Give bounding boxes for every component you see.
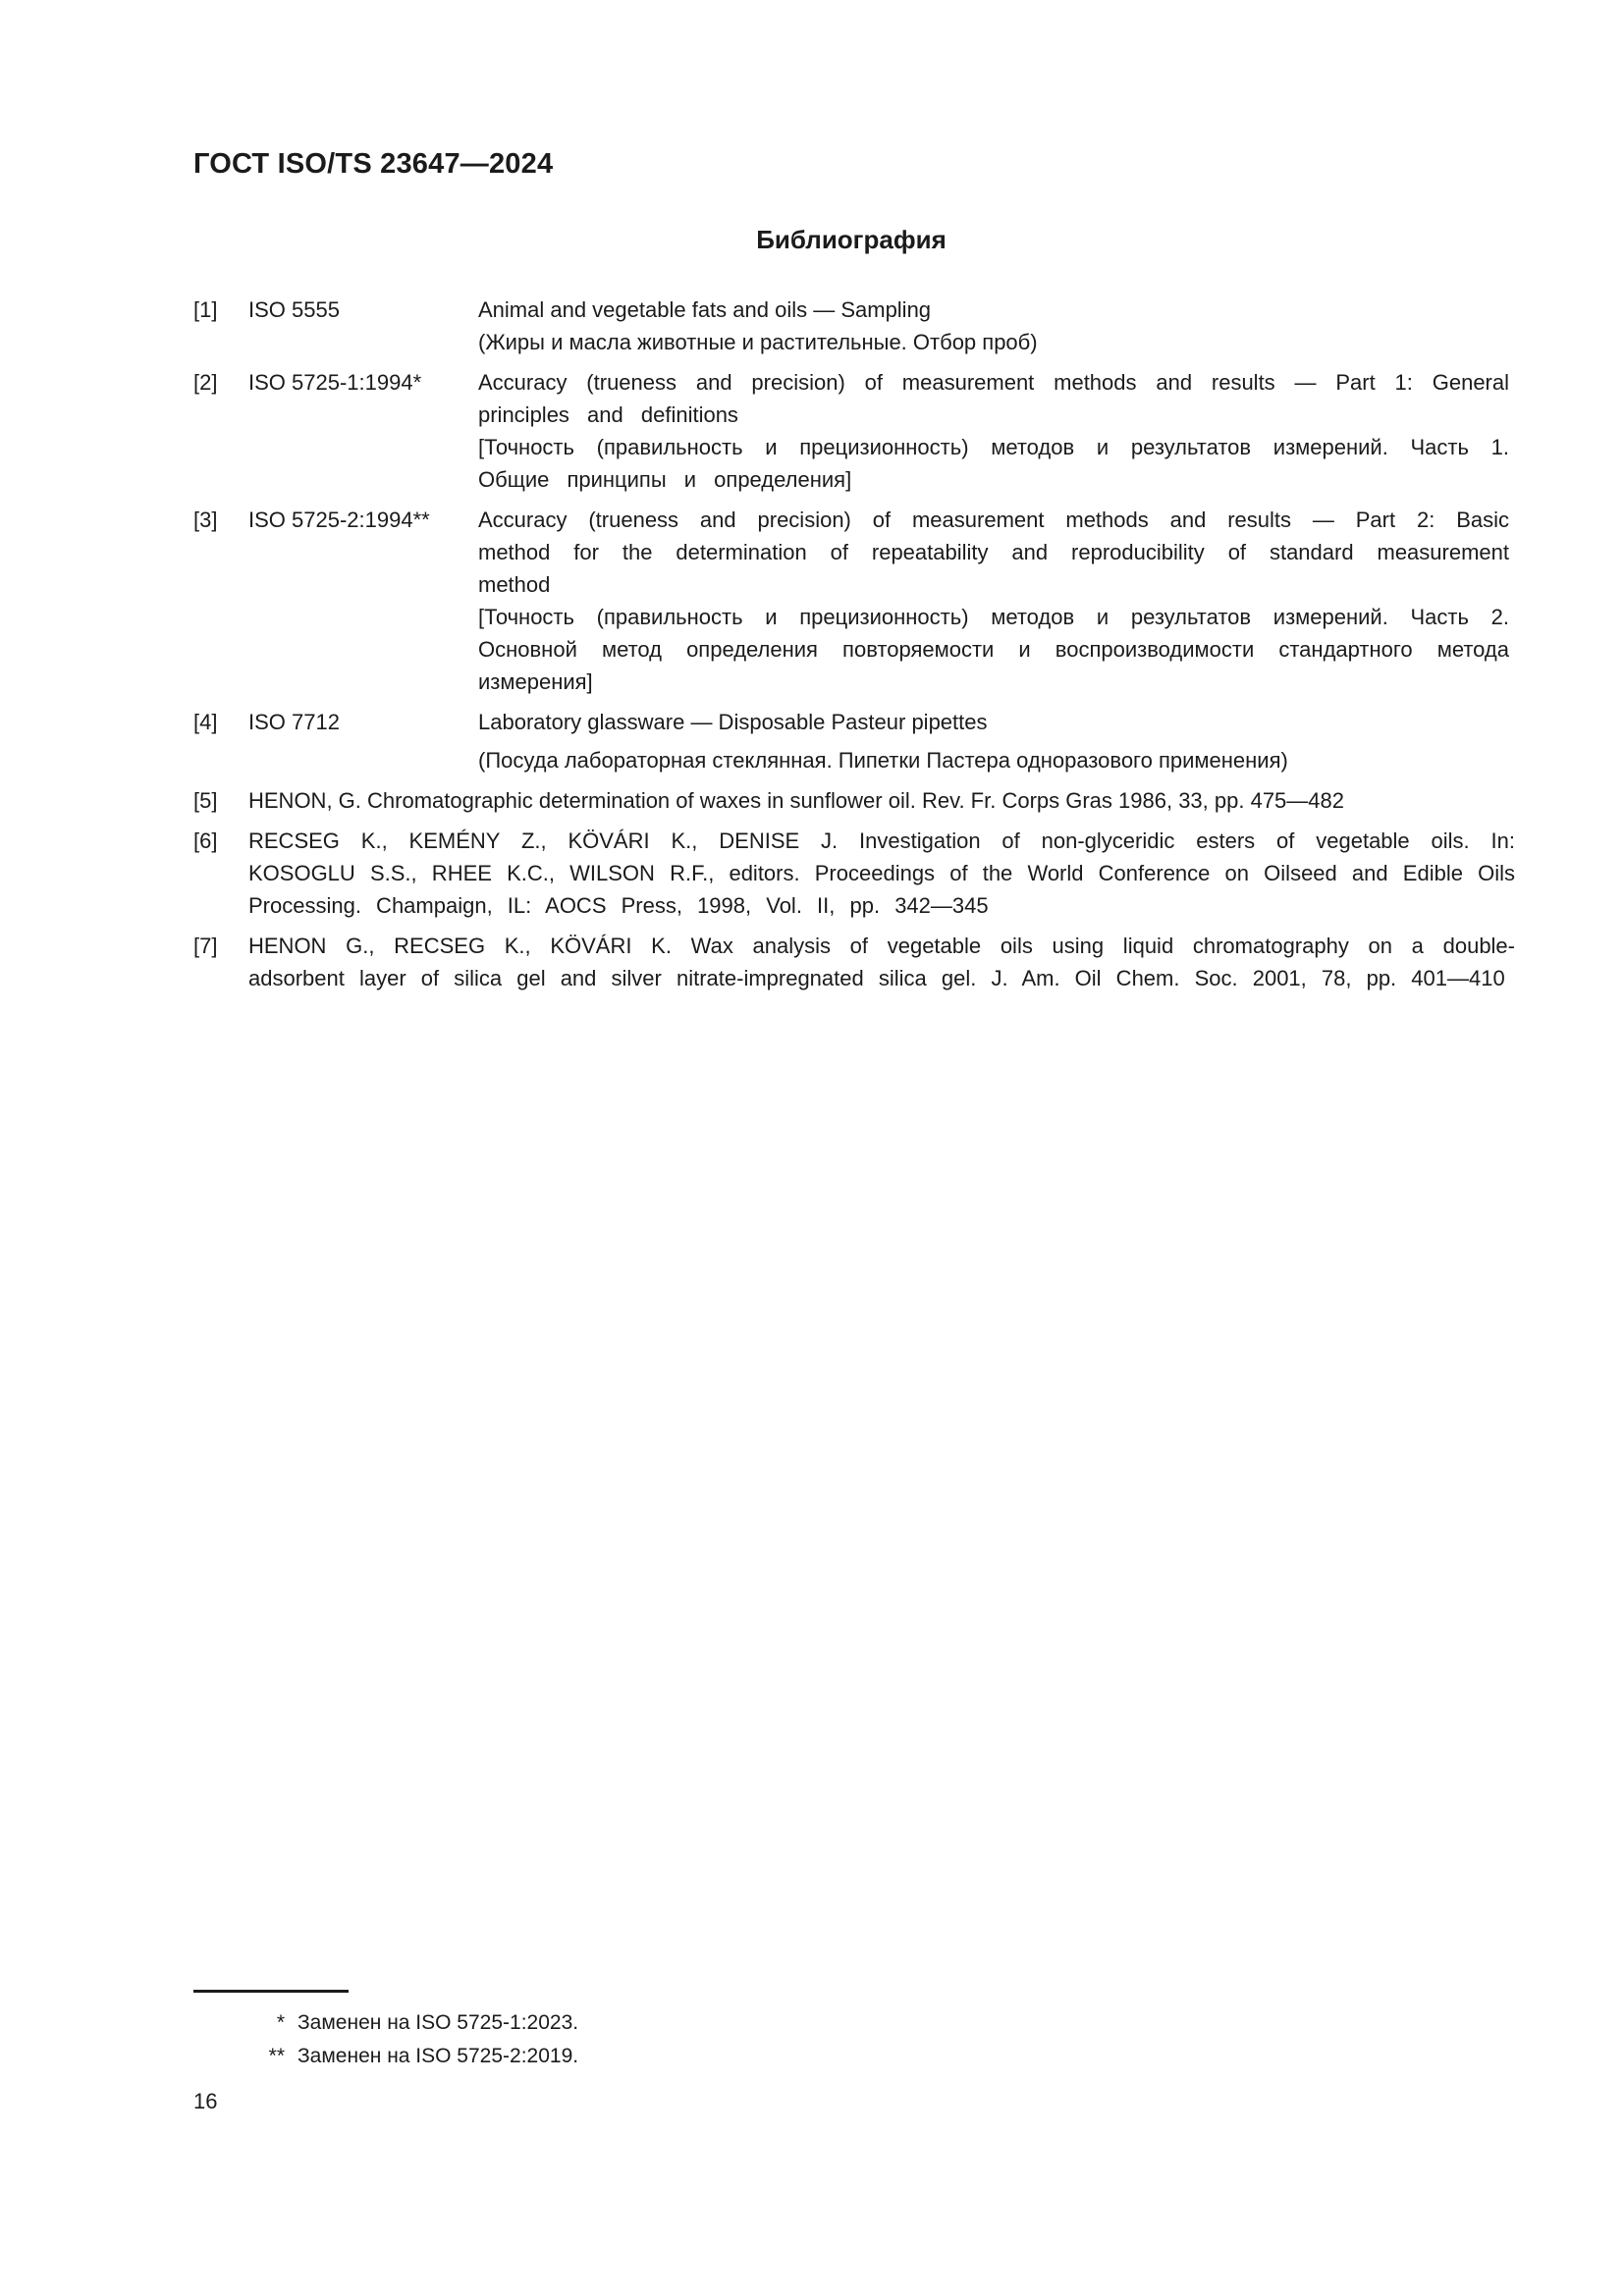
page-number: 16 [193, 2089, 218, 2113]
bib-entry-ref: [1] [193, 297, 218, 322]
bib-entry-ref: [7] [193, 934, 218, 958]
bib-entry-5 [193, 784, 1515, 817]
bibliography-list [193, 294, 1515, 994]
bib-entry-ref: [3] [193, 507, 218, 532]
bib-entry-code: ISO 5725-1:1994* [248, 370, 422, 395]
bib-entry-text-ru: (Посуда лабораторная стеклянная. Пипетки Пастера одноразового применения) [478, 748, 1288, 773]
bib-entry-code: ISO 7712 [248, 710, 340, 734]
bib-entry-code: ISO 5555 [248, 297, 340, 322]
bib-entry-desc [478, 366, 1509, 496]
bib-entry-desc [478, 294, 1509, 358]
bib-entry-ref: [4] [193, 710, 218, 734]
footnote-text: Заменен на ISO 5725-1:2023. [298, 2011, 579, 2034]
bib-entry-6 [193, 825, 1515, 922]
bib-entry-4 [193, 706, 1515, 776]
bib-entry-text: HENON, G. Chromatographic determination of waxes in sunflower oil. Rev. Fr. Corps Gras 1986, 33, pp. 475—482 [248, 788, 1344, 813]
bib-entry-7 [193, 930, 1515, 994]
bib-entry-text-en: Accuracy (trueness and precision) of measurement methods and results — Part 1: General principles and definitions [478, 370, 1509, 427]
bib-entry-desc [478, 504, 1509, 698]
bib-entry-3 [193, 504, 1515, 698]
bib-entry-text-ru: (Жиры и масла животные и растительные. Отбор проб) [478, 330, 1038, 354]
bib-entry-text-en: Animal and vegetable fats and oils — Sampling [478, 297, 932, 322]
footnote-text: Заменен на ISO 5725-2:2019. [298, 2045, 579, 2067]
footnote-block [193, 1990, 578, 2073]
footnote-marker: * [276, 2011, 285, 2034]
bib-entry-text: RECSEG K., KEMÉNY Z., KÖVÁRI K., DENISE J. Investigation of non-glyceridic esters of vegetable oils. In: KOSOGLU S.S., RHEE K.C., WILSON R.F., editors. Proceedings of the World Conference on Oilseed and Edible Oils Processing. Champaign, IL: AOCS Press, 1998, Vol. II, pp. 342—345 [248, 828, 1515, 918]
bib-entry-code: ISO 5725-2:1994** [248, 507, 430, 532]
bib-entry-text-ru: [Точность (правильность и прецизионность) методов и результатов измерений. Часть 2. Основной метод определения повторяемости и воспроизводимости стандартного метода измерения] [478, 605, 1509, 694]
footnote-item [193, 2006, 578, 2040]
bib-entry-text-ru: [Точность (правильность и прецизионность) методов и результатов измерений. Часть 1. Общие принципы и определения] [478, 435, 1509, 492]
bib-entry-ref: [6] [193, 828, 218, 853]
page-title: Библиография [756, 225, 947, 254]
bib-entry-text: HENON G., RECSEG K., KÖVÁRI K. Wax analysis of vegetable oils using liquid chromatography on a double-adsorbent layer of silica gel and silver nitrate-impregnated silica gel. J. Am. Oil Chem. Soc. 2001, 78, pp. 401—410 [248, 934, 1515, 990]
bib-entry-ref: [2] [193, 370, 218, 395]
bib-entry-text-en: Accuracy (trueness and precision) of measurement methods and results — Part 2: Basic method for the determination of repeatability and reproducibility of standard measurement method [478, 507, 1509, 597]
bib-entry-ref: [5] [193, 788, 218, 813]
bib-entry-2 [193, 366, 1515, 496]
footnote-divider [193, 1990, 349, 1993]
footnote-marker: ** [268, 2045, 285, 2067]
bib-entry-desc [478, 706, 1509, 776]
bib-entry-text-en: Laboratory glassware — Disposable Pasteur pipettes [478, 710, 988, 734]
doc-header: ГОСТ ISO/TS 23647—2024 [193, 148, 554, 180]
bib-entry-1 [193, 294, 1515, 358]
footnote-item [193, 2040, 578, 2073]
